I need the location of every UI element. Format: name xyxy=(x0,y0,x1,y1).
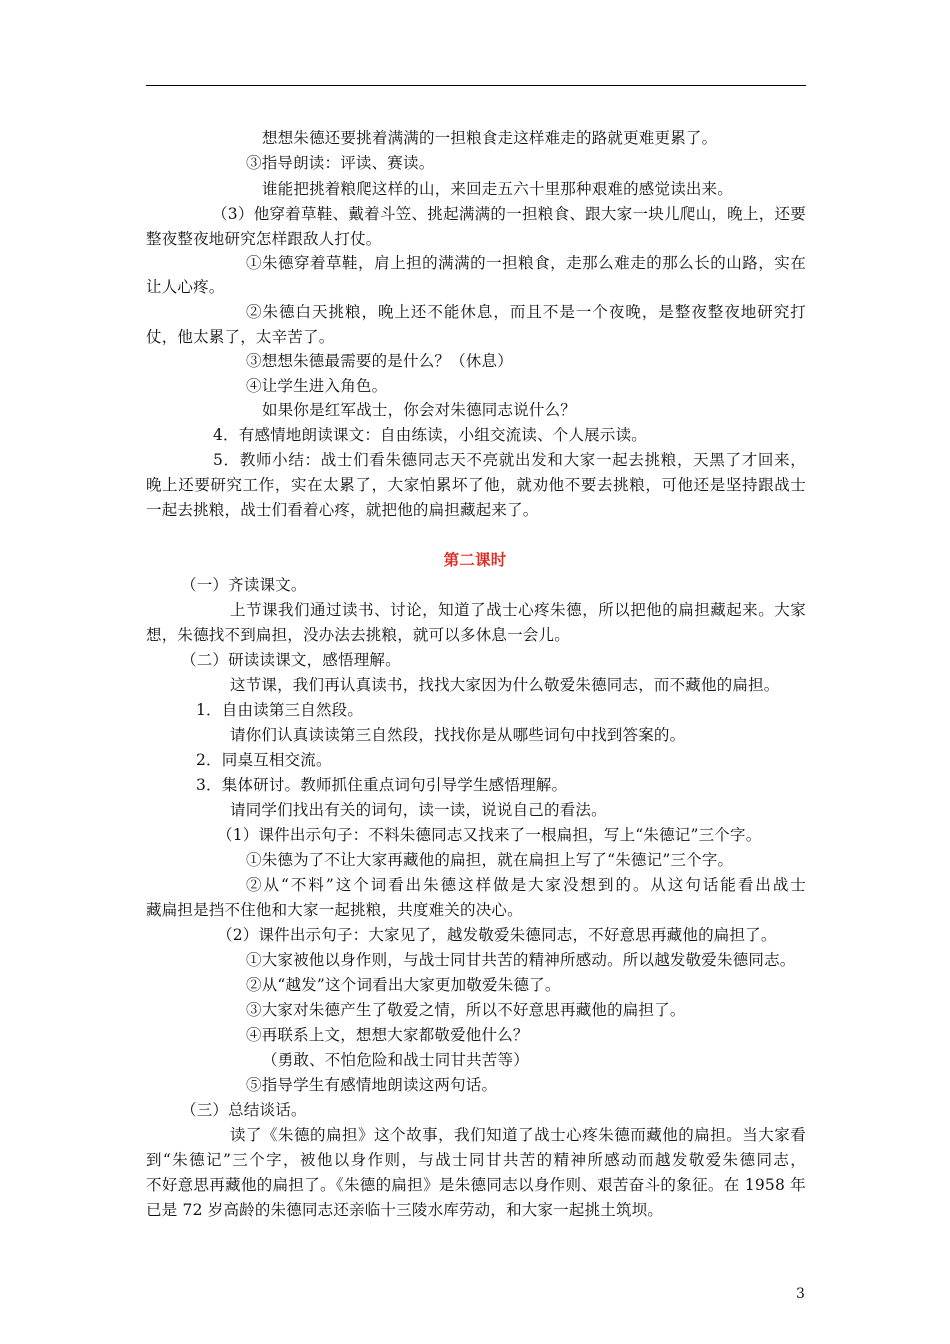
paragraph-line: 不好意思再藏他的扁担了。《朱德的扁担》是朱德同志以身作则、艰苦奋斗的象征。在 1958 年 xyxy=(146,1176,806,1194)
paragraph-line: （3）他穿着草鞋、戴着斗笠、挑起满满的一担粮食、跟大家一块儿爬山，晚上，还要 xyxy=(212,205,806,223)
paragraph-line: ④再联系上文，想想大家都敬爱他什么？ xyxy=(246,1026,529,1044)
paragraph-line: （三）总结谈话。 xyxy=(181,1101,307,1119)
paragraph-line: 读了《朱德的扁担》这个故事，我们知道了战士心疼朱德而藏他的扁担。当大家看 xyxy=(230,1126,806,1144)
paragraph-line: ①大家被他以身作则，与战士同甘共苦的精神所感动。所以越发敬爱朱德同志。 xyxy=(246,951,796,969)
paragraph-line: 4．有感情地朗读课文：自由练读，小组交流读、个人展示读。 xyxy=(213,426,647,444)
paragraph-line: （勇敢、不怕危险和战士同甘共苦等） xyxy=(262,1051,529,1069)
paragraph-line: 一起去挑粮，战士们看着心疼，就把他的扁担藏起来了。 xyxy=(146,501,539,519)
paragraph-line: ③想想朱德最需要的是什么？（休息） xyxy=(246,352,513,370)
paragraph-line: 想想朱德还要挑着满满的一担粮食走这样难走的路就更难更累了。 xyxy=(262,129,718,147)
paragraph-line: 如果你是红军战士，你会对朱德同志说什么？ xyxy=(262,401,577,419)
paragraph-line: ④让学生进入角色。 xyxy=(246,377,388,395)
paragraph-line: ③大家对朱德产生了敬爱之情，所以不好意思再藏他的扁担了。 xyxy=(246,1001,686,1019)
paragraph-line: ②从“越发”这个词看出大家更加敬爱朱德了。 xyxy=(246,976,561,994)
paragraph-line: （2）课件出示句子：大家见了，越发敬爱朱德同志，不好意思再藏他的扁担了。 xyxy=(217,926,777,944)
paragraph-line: 晚上还要研究工作，实在太累了，大家怕累坏了他，就劝他不要去挑粮，可他还是坚持跟战士 xyxy=(146,476,806,494)
paragraph-line: 请你们认真读读第三自然段，找找你是从哪些词句中找到答案的。 xyxy=(230,726,686,744)
paragraph-line: 这节课，我们再认真读书，找找大家因为什么敬爱朱德同志，而不藏他的扁担。 xyxy=(230,676,780,694)
paragraph-line: 藏扁担是挡不住他和大家一起挑粮，共度难关的决心。 xyxy=(146,901,523,919)
paragraph-line: ⑤指导学生有感情地朗读这两句话。 xyxy=(246,1076,498,1094)
paragraph-line: 已是 72 岁高龄的朱德同志还亲临十三陵水库劳动，和大家一起挑土筑坝。 xyxy=(146,1201,664,1219)
paragraph-line: ①朱德穿着草鞋，肩上担的满满的一担粮食，走那么难走的那么长的山路，实在 xyxy=(246,254,806,272)
paragraph-line: 2．同桌互相交流。 xyxy=(196,751,332,769)
paragraph-line: 想，朱德找不到扁担，没办法去挑粮，就可以多休息一会儿。 xyxy=(146,626,570,644)
paragraph-line: 5．教师小结：战士们看朱德同志天不亮就出发和大家一起去挑粮，天黑了才回来， xyxy=(213,451,806,469)
paragraph-line: （二）研读读课文，感悟理解。 xyxy=(181,651,401,669)
paragraph-line: ③指导朗读：评读、赛读。 xyxy=(246,154,435,172)
page-number: 3 xyxy=(796,1286,805,1302)
paragraph-line: 请同学们找出有关的词句，读一读，说说自己的看法。 xyxy=(230,801,607,819)
paragraph-line: 1．自由读第三自然段。 xyxy=(196,701,364,719)
paragraph-line: ②朱德白天挑粮，晚上还不能休息，而且不是一个夜晚，是整夜整夜地研究打 xyxy=(246,303,806,321)
section-heading: 第二课时 xyxy=(443,550,507,569)
paragraph-line: 仗，他太累了，太辛苦了。 xyxy=(146,328,335,346)
paragraph-line: （一）齐读课文。 xyxy=(181,576,307,594)
paragraph-line: ②从“不料”这个词看出朱德这样做是大家没想到的。从这句话能看出战士 xyxy=(246,876,806,894)
paragraph-line: 到“朱德记”三个字，被他以身作则，与战士同甘共苦的精神所感动而越发敬爱朱德同志， xyxy=(146,1151,806,1169)
paragraph-line: （1）课件出示句子：不料朱德同志又找来了一根扁担，写上“朱德记”三个字。 xyxy=(217,826,762,844)
paragraph-line: 让人心疼。 xyxy=(146,278,225,296)
paragraph-line: 整夜整夜地研究怎样跟敌人打仗。 xyxy=(146,230,382,248)
paragraph-line: 上节课我们通过读书、讨论，知道了战士心疼朱德，所以把他的扁担藏起来。大家 xyxy=(230,601,806,619)
paragraph-line: 3．集体研讨。教师抓住重点词句引导学生感悟理解。 xyxy=(196,776,568,794)
paragraph-line: 谁能把挑着粮爬这样的山，来回走五六十里那种艰难的感觉读出来。 xyxy=(262,180,734,198)
paragraph-line: ①朱德为了不让大家再藏他的扁担，就在扁担上写了“朱德记”三个字。 xyxy=(246,851,734,869)
